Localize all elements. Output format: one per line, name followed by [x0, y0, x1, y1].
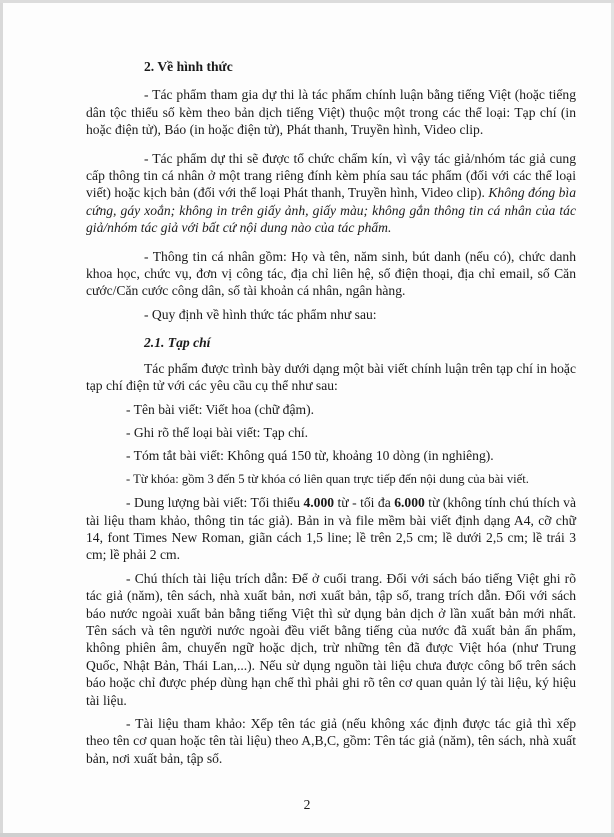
blind-judging-text: - Tác phẩm dự thi sẽ được tổ chức chấm kín, vì vậy tác giả/nhóm tác giả cung cấp thông tin cá nhân ở một trang riêng đính kèm phía sau tác phẩm (đối với các thể loại viết) hoặc kịch bản (đối với thể loại Phát thanh, Truyền hình, Video clip). [86, 150, 576, 201]
page-number: 2 [303, 797, 311, 812]
paragraph-personal-info: - Thông tin cá nhân gồm: Họ và tên, năm sinh, bút danh (nếu có), chức danh khoa học, chức vụ, đơn vị công tác, địa chỉ liên hệ, số điện thoại, địa chỉ email, số Căn cước/Căn cước công dân, số tài khoản cá nhân, ngân hàng. [86, 248, 576, 299]
list-item-citations: - Chú thích tài liệu trích dẫn: Để ở cuối trang. Đối với sách báo tiếng Việt ghi rõ tác giả (năm), tên sách, nhà xuất bản, nơi xuất bản, tập số, trang trích dẫn. Đối với sách báo nước ngoài xuất bản bằng tiếng Việt thì sử dụng bản dịch ở lần xuất bản mới nhất. Tên sách và tên người nước ngoài đều viết bằng tiếng của nước đã xuất bản ấn phẩm, không phiên âm, chuyển ngữ hoặc dịch, trừ những tên đã được Việt hóa (như Trung Quốc, Nhật Bản, Thái Lan,...). Nếu sử dụng nguồn tài liệu chưa được công bố trên sách báo hoặc chỉ được phép dùng hạn chế thì phải ghi rõ tên cơ quan quản lý tài liệu, ký hiệu tài liệu. [86, 570, 576, 708]
section-heading: 2. Về hình thức [144, 59, 233, 74]
subsection-heading: 2.1. Tạp chí [144, 335, 211, 351]
list-item-length [86, 494, 576, 564]
paragraph-format-rules: - Quy định về hình thức tác phẩm như sau: [144, 306, 377, 322]
length-max: 6.000 [394, 495, 425, 511]
list-item-genre: - Ghi rõ thể loại bài viết: Tạp chí. [126, 424, 309, 440]
scan-edge-bottom [0, 833, 614, 837]
length-text-c: từ (không tính chú thích và tài liệu tham khảo, thông tin tác giả). Bản in và file mềm bài viết định dạng A4, cỡ chữ 14, font Times New Roman, giãn cách 1,5 line; lề trên 2,5 cm; lề dưới 2,5 cm; lề trái 3 cm; lề phải 2 cm. [86, 495, 576, 563]
list-item-title: - Tên bài viết: Viết hoa (chữ đậm). [126, 401, 314, 417]
paragraph-genres: - Tác phẩm tham gia dự thi là tác phẩm chính luận bằng tiếng Việt (hoặc tiếng dân tộc thiểu số kèm theo bản dịch tiếng Việt) thuộc một trong các thể loại: Tạp chí (in hoặc điện tử), Báo (in hoặc điện tử), Phát thanh, Truyền hình, Video clip. [86, 87, 576, 138]
paragraph-journal-intro: Tác phẩm được trình bày dưới dạng một bài viết chính luận trên tạp chí in hoặc tạp chí điện tử với các yêu cầu cụ thể như sau: [86, 360, 576, 394]
scan-edge-left [0, 0, 3, 837]
length-text-b: từ - tối đa [334, 495, 395, 511]
list-item-abstract: - Tóm tắt bài viết: Không quá 150 từ, khoảng 10 dòng (in nghiêng). [126, 448, 494, 464]
list-item-keywords: - Từ khóa: gồm 3 đến 5 từ khóa có liên quan trực tiếp đến nội dung của bài viết. [126, 471, 529, 486]
length-text-a: - Dung lượng bài viết: Tối thiểu [126, 495, 304, 511]
document-body [86, 58, 576, 773]
paragraph-blind-judging [86, 150, 576, 237]
scan-edge-top [0, 0, 614, 3]
list-item-references: - Tài liệu tham khảo: Xếp tên tác giả (nếu không xác định được tác giả thì xếp theo tên cơ quan hoặc tên tài liệu) theo A,B,C, gồm: Tên tác giả (năm), tên sách, nhà xuất bản, nơi xuất bản, tập số. [86, 716, 576, 766]
blind-judging-note-italic: Không đóng bìa cứng, gáy xoắn; không in trên giấy ảnh, giấy màu; không gắn thông tin cá nhân của tác giả/nhóm tác giả với bất cứ nội dung nào của tác phẩm. [86, 185, 577, 236]
length-min: 4.000 [303, 495, 335, 511]
